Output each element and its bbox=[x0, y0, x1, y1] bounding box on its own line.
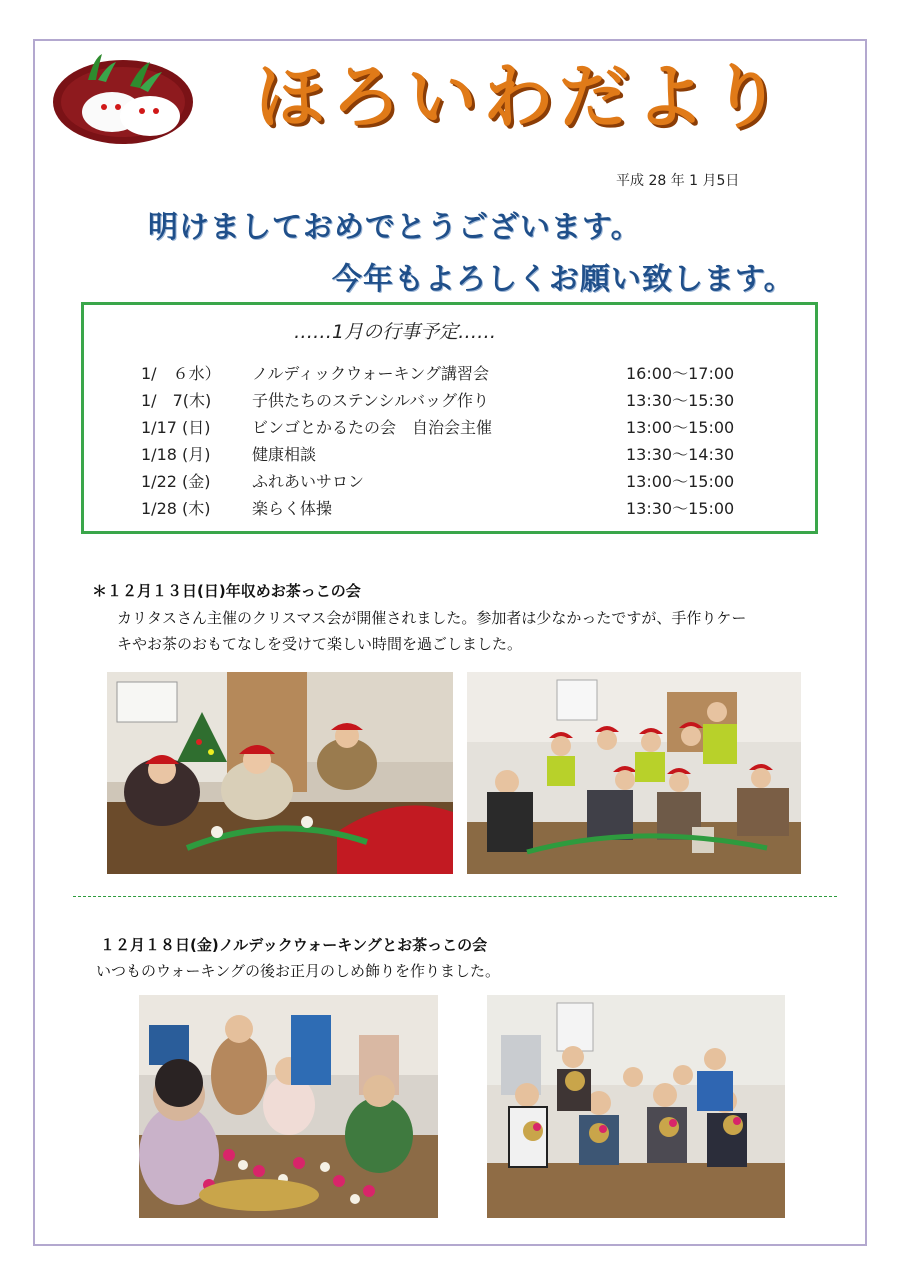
event-name: 楽らく体操 bbox=[252, 499, 333, 518]
schedule-row bbox=[84, 415, 815, 441]
christmas-party-photo-2 bbox=[467, 672, 801, 874]
event-time: 13:30～14:30 bbox=[626, 445, 735, 464]
event-name: ノルディックウォーキング講習会 bbox=[252, 364, 489, 383]
schedule-row bbox=[84, 496, 815, 522]
shimekazari-workshop-photo bbox=[139, 995, 438, 1218]
event-date: 1/18 (月) bbox=[141, 445, 211, 464]
event-name: ビンゴとかるたの会 自治会主催 bbox=[252, 418, 493, 437]
schedule-row bbox=[84, 388, 815, 414]
event-time: 13:30～15:00 bbox=[626, 499, 735, 518]
event-date: 1/ 7(木) bbox=[141, 391, 212, 410]
schedule-title: ……1月の行事予定…… bbox=[294, 321, 497, 343]
section-text-line: キやお茶のおもてなしを受けて楽しい時間を過ごしました。 bbox=[117, 635, 523, 653]
christmas-party-photo-1 bbox=[107, 672, 453, 874]
schedule-row bbox=[84, 361, 815, 387]
event-name: 子供たちのステンシルバッグ作り bbox=[252, 391, 489, 410]
section-divider bbox=[73, 896, 837, 897]
shimekazari-group-photo bbox=[487, 995, 785, 1218]
section-heading-christmas: ＊１２月１３日(日)年収めお茶っこの会 bbox=[92, 582, 361, 600]
event-date: 1/28 (木) bbox=[141, 499, 211, 518]
rabbit-mochi-logo bbox=[50, 50, 196, 146]
event-time: 13:00～15:00 bbox=[626, 472, 735, 491]
event-date: 1/17 (日) bbox=[141, 418, 211, 437]
event-name: ふれあいサロン bbox=[252, 472, 365, 491]
section-text-line: いつものウォーキングの後お正月のしめ飾りを作りました。 bbox=[96, 962, 500, 980]
newsletter-title: ほろいわだより bbox=[255, 56, 787, 138]
schedule-row bbox=[84, 442, 815, 468]
issue-date: 平成 28 年 1 月5日 bbox=[616, 173, 740, 189]
greeting-line-2: 今年もよろしくお願い致します。 bbox=[332, 262, 795, 297]
greeting-line-1: 明けましておめでとうございます。 bbox=[148, 210, 642, 245]
event-time: 13:00～15:00 bbox=[626, 418, 735, 437]
event-date: 1/22 (金) bbox=[141, 472, 211, 491]
event-schedule-box bbox=[81, 302, 818, 534]
schedule-row bbox=[84, 469, 815, 495]
event-time: 16:00～17:00 bbox=[626, 364, 735, 383]
event-date: 1/ ６水） bbox=[141, 364, 221, 383]
section-heading-walking: １２月１８日(金)ノルデックウォーキングとお茶っこの会 bbox=[100, 936, 488, 954]
event-name: 健康相談 bbox=[252, 445, 317, 464]
event-time: 13:30～15:30 bbox=[626, 391, 735, 410]
section-text-line: カリタスさん主催のクリスマス会が開催されました。参加者は少なかったですが、手作りケー bbox=[117, 609, 747, 627]
